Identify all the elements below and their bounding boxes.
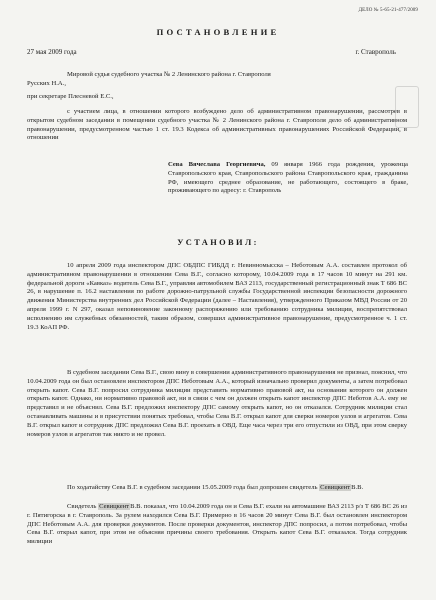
witness-name-redacted: Севицкент — [320, 484, 351, 491]
judge-name: Русских Н.А., — [27, 80, 66, 87]
case-number: ДЕЛО № 5-65-21-477/2009 — [358, 8, 418, 13]
document-date: 27 мая 2009 года — [27, 48, 77, 56]
paragraph-motion: По ходатайству Сева В.Г. в судебном заседании 15.05.2009 года был допрошен свидетель СевицкентВ.В. — [67, 484, 364, 491]
section-heading: УСТАНОВИЛ: — [177, 238, 259, 247]
paragraph-witness: Свидетель СевицкентВ.В. показал, что 10.04.2009 года он и Сева В.Г. ехали на автомашине ВАЗ 2113 р/з Т 686 ВС 26 из г. Пятигорска в г. Ставрополь. За рулем находился Сева В.Г. Примерно в 16 часов 20 минут Сева В.Г. был остановлен инспектором ДПС Неботовым А.А. для проверки документов. После проверки документов, инспектор ДПС попросил, а потом потребовал, чтобы Сева В.Г. открыл капот, при этом не объясняя причины своего требования. Открыть капот Сева В.Г. отказался. Тогда сотрудник милиции — [27, 503, 408, 546]
document-title: ПОСТАНОВЛЕНИЕ — [156, 27, 280, 37]
participation-paragraph: с участием лица, в отношении которого возбуждено дело об административном правонарушении, рассмотрев в открытом судебном заседании в помещении судебного участка № 2 Ленинского района г. Ставрополя дело об административном правонарушении, предусмотренном частью 1 ст. 19.3 Кодекса об административных правонарушениях Российской Федерации, в отношении — [27, 108, 407, 142]
defendant-info: 09 января 1966 года рождения, уроженца Ставропольского края, Ставропольского района Ставропольского края, гражданина РФ, имеющего среднее образование, не работающего, состоящего в браке, проживающего по адресу: г. Ставрополь — [168, 161, 408, 195]
paragraph-hearing: В судебном заседании Сева В.Г., свою вину в совершении административного правонарушения не признал, пояснил, что 10.04.2009 года он был остановлен инспектором ДПС Неботовым А.А., который изначально проверил документы, а затем потребовал открыть капот. Сева В.Г. попросил сотрудника милиции представить нормативно правовой акт, на основании которого он должен открыть капот. Однако, ни нормативно правовой акт, ни в связи с чем он должен открыть капот инспектор ДПС Неботов А.А. ему не представил и не объяснил. Сева В.Г. предложил инспектору ДПС самому открыть капот, но он отказался. Сотрудник милиции стал останавливать машины и в присутствии понятых требовал, чтобы Сева В.Г. открыл капот для сверки номеров узлов и агрегатов. Сева В.Г. открыл капот и сотрудник ДПС предложил Сева В.Г. проехать в ОВД. Еще часа через три его отпустили из ОВД, при этом сверку номеров узлов и агрегатов так никто и не провел. — [27, 369, 407, 438]
defendant-paragraph — [168, 161, 408, 196]
judge-line: Мировой судья судебного участка № 2 Ленинского района г. Ставрополя — [67, 71, 271, 78]
paragraph-protocol: 10 апреля 2009 года инспектором ДПС ОБДПС ГИБДД г. Невинномысска – Неботовым А.А. составлен протокол об административном правонарушении в отношении Сева В.Г., согласно которому, 10.04.2009 года в 17 часов 10 минут на 291 км. федеральной дороги «Кавказ» водитель Сева В.Г., управляя автомобилем ВАЗ 2113, государственный регистрационный знак Т 686 ВС 26, в нарушение п. 16.2 наставления по работе дорожно-патрульной службы Государственной инспекции безопасности дорожного движения Министерства внутренних дел Российской Федерации (далее – Наставления), утвержденного Приказом МВД России от 20 апреля 1999 г. N 297, оказал неповиновение законному распоряжению или требованию сотрудника милиции, воспрепятствовал исполнению им служебных обязанностей, таким образом, совершил административное правонарушение, предусмотренное ч. 1 ст. 19.3 КоАП РФ. — [27, 262, 407, 331]
document-city: г. Ставрополь — [355, 48, 396, 56]
defendant-name: Сева Вячеслава Георгиевича, — [168, 161, 266, 168]
witness-name-redacted-2: Севицкент — [99, 503, 130, 510]
margin-stamp-mark — [395, 86, 419, 128]
secretary-line: при секретаре Плесневой Е.С., — [27, 93, 114, 100]
